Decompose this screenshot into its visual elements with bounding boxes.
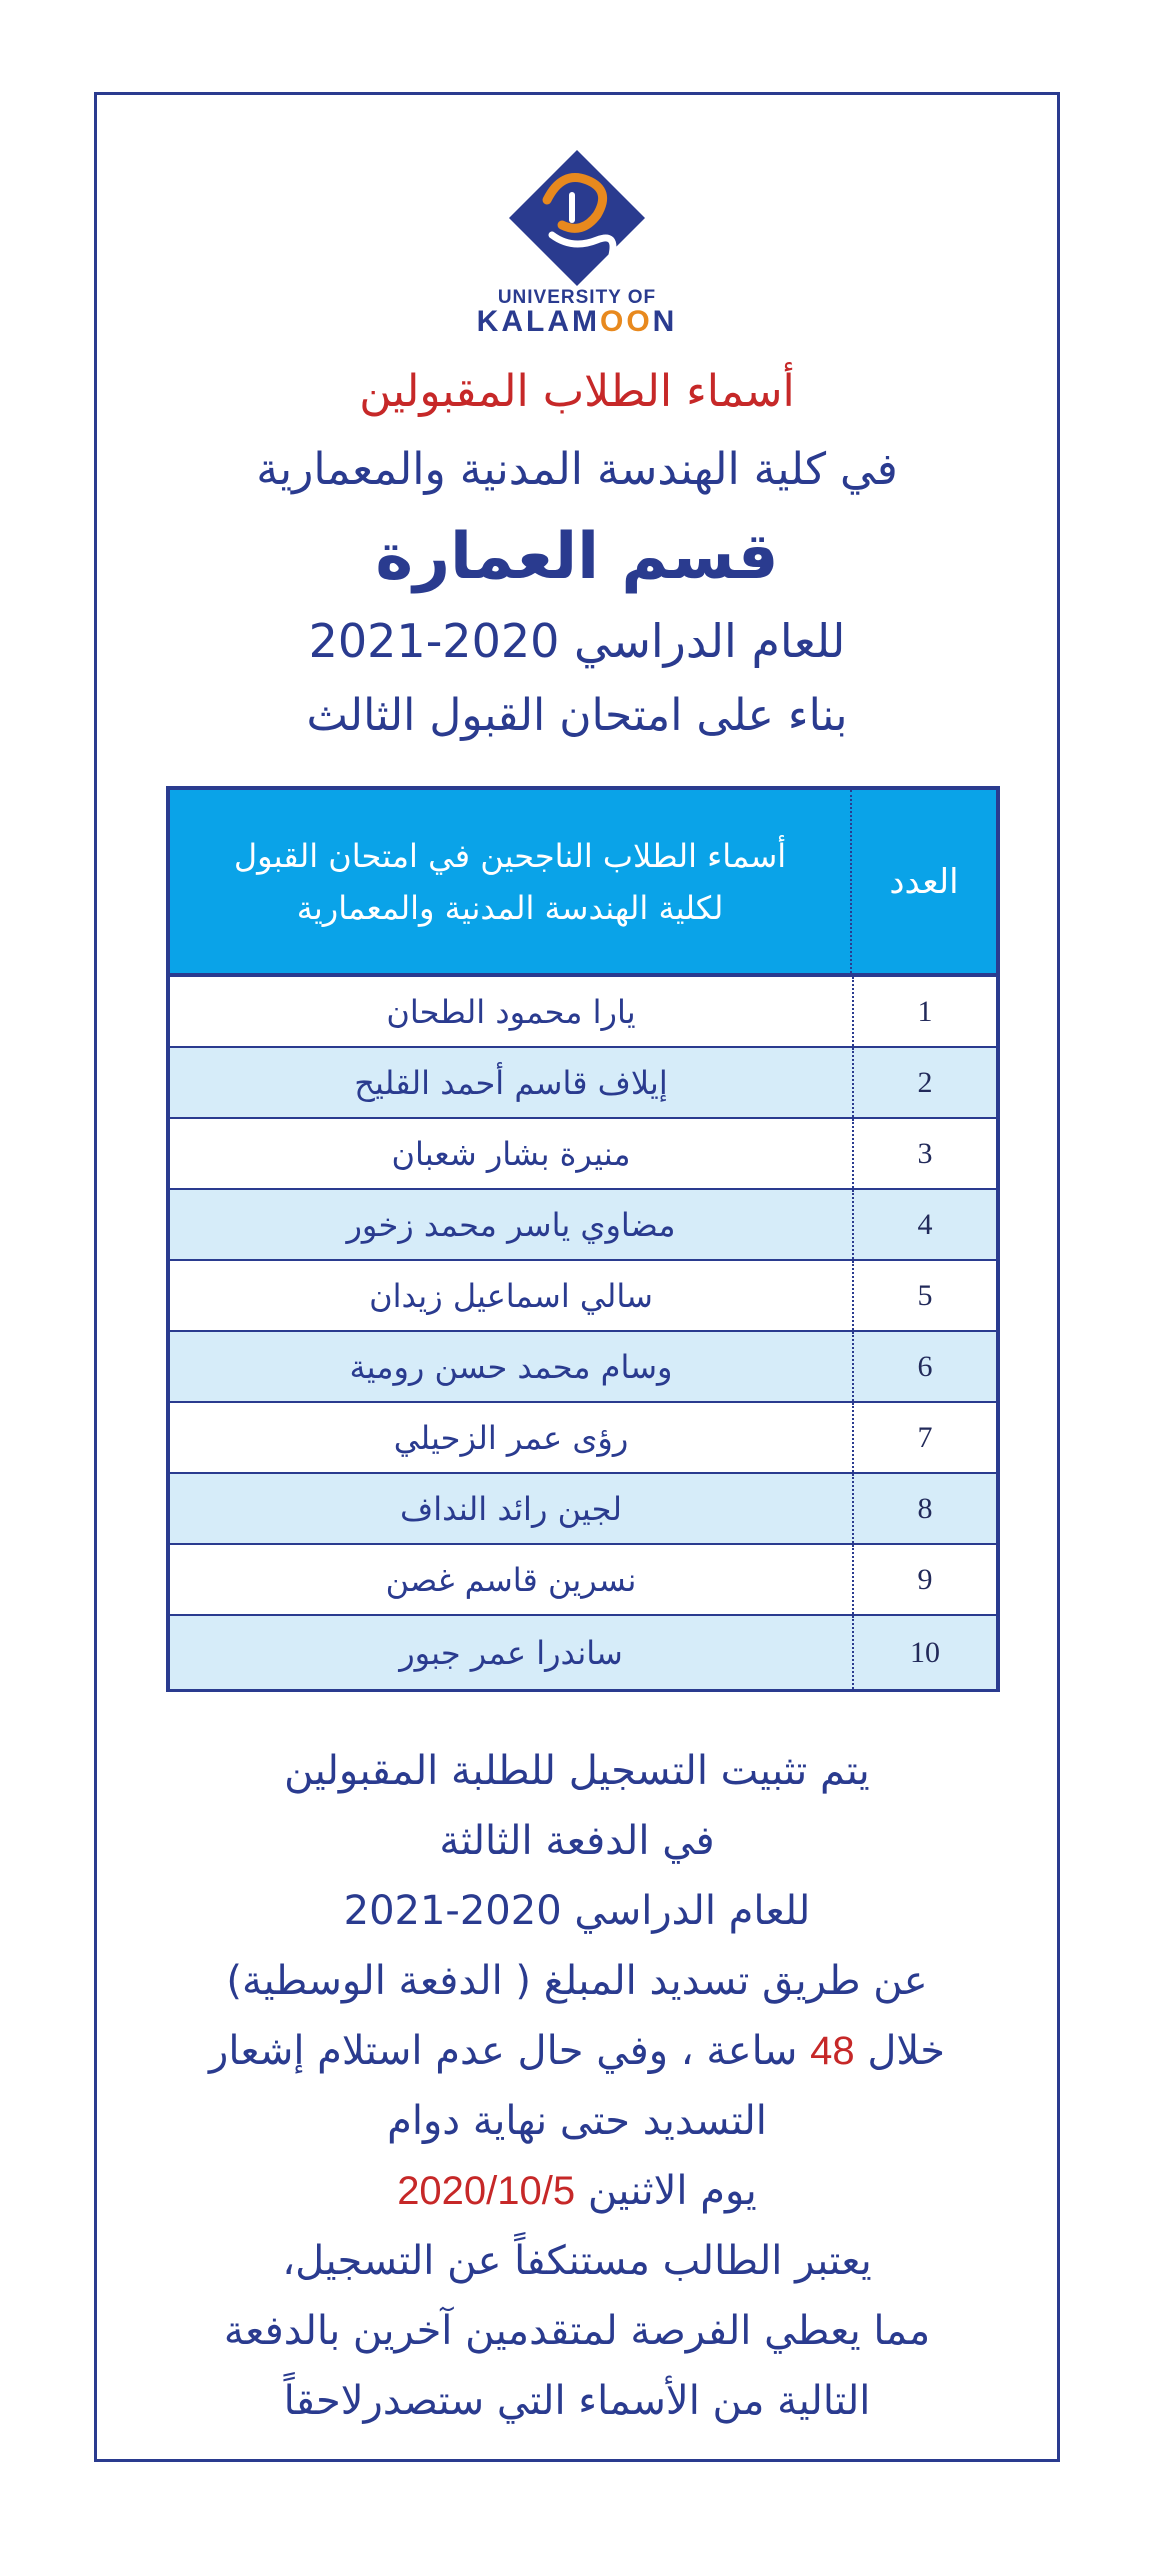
row-number: 7 xyxy=(852,1403,996,1472)
notice-line: يتم تثبيت التسجيل للطلبة المقبولين xyxy=(284,1748,870,1794)
header-number: العدد xyxy=(850,790,996,973)
university-logo-text xyxy=(470,288,684,337)
row-number: 8 xyxy=(852,1474,996,1543)
student-name: سالي اسماعيل زيدان xyxy=(369,1276,653,1315)
notice-text: ساعة ، وفي حال عدم استلام إشعار xyxy=(209,2028,798,2074)
table-row xyxy=(170,977,996,1048)
table-row xyxy=(170,1403,996,1474)
header-names xyxy=(170,790,850,973)
row-number: 3 xyxy=(852,1119,996,1188)
student-name: يارا محمود الطحان xyxy=(386,992,636,1031)
faculty-title: في كلية الهندسة المدنية والمعمارية xyxy=(256,444,898,495)
student-name: إيلاف قاسم أحمد القليح xyxy=(354,1063,668,1102)
row-number: 2 xyxy=(852,1048,996,1117)
notice-line: مما يعطي الفرصة لمتقدمين آخرين بالدفعة xyxy=(223,2308,931,2354)
notice-line: للعام الدراسي 2020-2021 xyxy=(343,1888,811,1934)
student-name: ساندرا عمر جبور xyxy=(399,1633,623,1672)
notice-line: في الدفعة الثالثة xyxy=(439,1818,715,1864)
table-row xyxy=(170,1332,996,1403)
notice-text: يوم الاثنين xyxy=(587,2168,757,2214)
students-table xyxy=(166,786,1000,1692)
logo-line1: UNIVERSITY OF xyxy=(497,287,657,308)
notice-line xyxy=(0,2016,1154,2086)
notice-text: خلال xyxy=(867,2028,945,2074)
logo-line2-a: KALAM xyxy=(476,305,600,338)
admission-basis: بناء على امتحان القبول الثالث xyxy=(306,690,848,741)
academic-year: للعام الدراسي 2020-2021 xyxy=(308,614,846,668)
notice-line: التسديد حتى نهاية دوام xyxy=(387,2098,767,2144)
student-name: نسرين قاسم غصن xyxy=(385,1560,637,1599)
row-number: 10 xyxy=(852,1616,996,1689)
registration-notice xyxy=(0,1736,1154,2436)
table-row xyxy=(170,1616,996,1689)
header-names-line2: لكلية الهندسة المدنية والمعمارية xyxy=(296,888,724,927)
logo-line2-oo: OO xyxy=(599,305,653,338)
table-body xyxy=(170,977,996,1689)
student-name: وسام محمد حسن رومية xyxy=(349,1347,673,1386)
table-row xyxy=(170,1261,996,1332)
row-number: 5 xyxy=(852,1261,996,1330)
row-number: 1 xyxy=(852,977,996,1046)
table-header xyxy=(170,790,996,977)
notice-line: يعتبر الطالب مستنكفاً عن التسجيل، xyxy=(282,2238,872,2284)
table-row xyxy=(170,1119,996,1190)
department-title: قسم العمارة xyxy=(375,520,779,594)
table-row xyxy=(170,1545,996,1616)
date-highlight: 2020/10/5 xyxy=(397,2169,576,2213)
student-name: رؤى عمر الزحيلي xyxy=(393,1418,629,1457)
notice-line xyxy=(0,2156,1154,2226)
table-row xyxy=(170,1048,996,1119)
student-name: مضاوي ياسر محمد زخور xyxy=(346,1205,676,1244)
table-row xyxy=(170,1190,996,1261)
row-number: 4 xyxy=(852,1190,996,1259)
notice-line: التالية من الأسماء التي ستصدرلاحقاً xyxy=(283,2378,871,2424)
student-name: لجين رائد النداف xyxy=(400,1489,622,1528)
hours-highlight: 48 xyxy=(810,2029,855,2073)
student-name: منيرة بشار شعبان xyxy=(391,1134,631,1173)
logo-line2 xyxy=(470,307,684,337)
header-names-line1: أسماء الطلاب الناجحين في امتحان القبول xyxy=(233,836,787,875)
table-row xyxy=(170,1474,996,1545)
notice-line: عن طريق تسديد المبلغ ( الدفعة الوسطية) xyxy=(226,1958,928,2004)
row-number: 9 xyxy=(852,1545,996,1614)
title-red: أسماء الطلاب المقبولين xyxy=(359,366,795,417)
row-number: 6 xyxy=(852,1332,996,1401)
logo-line2-c: N xyxy=(652,305,678,338)
